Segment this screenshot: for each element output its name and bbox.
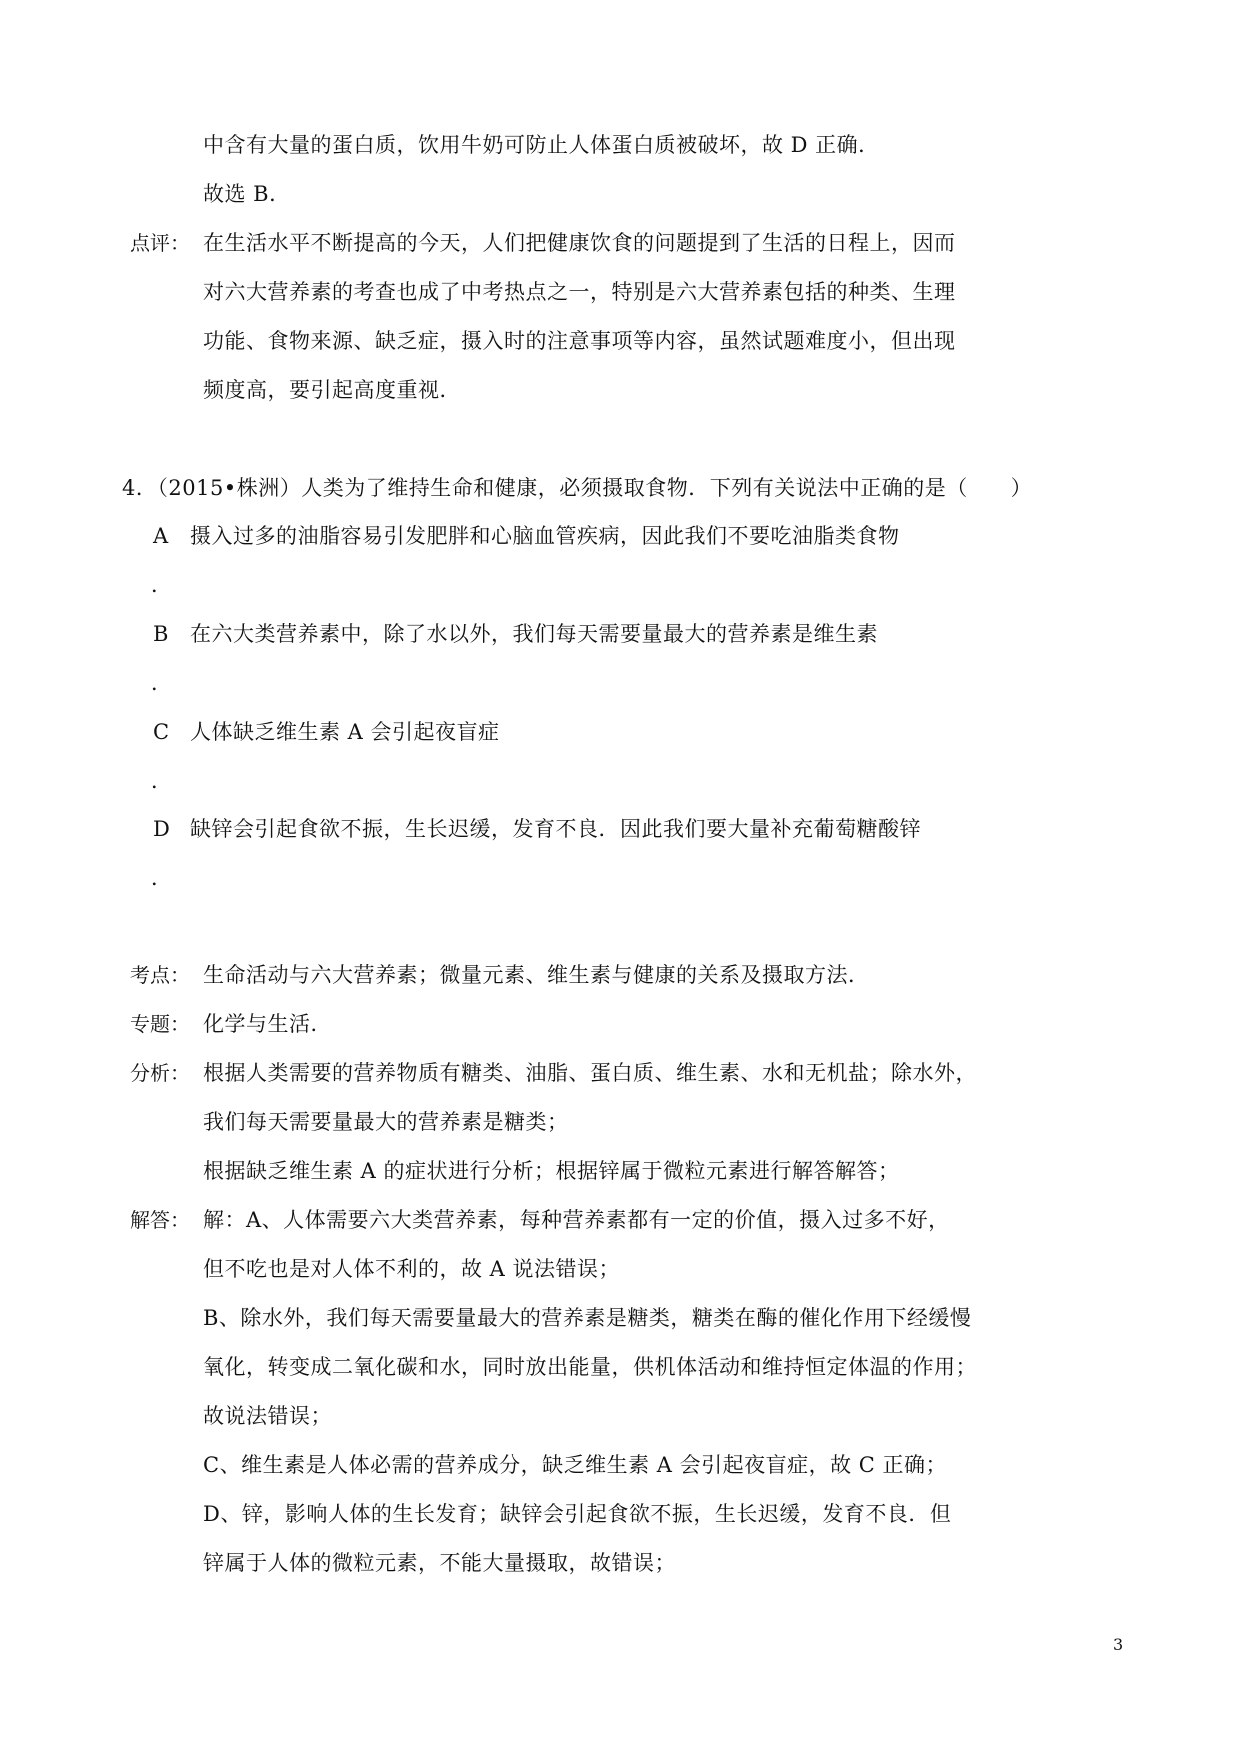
prev-solution-line-1: 中含有大量的蛋白质，饮用牛奶可防止人体蛋白质被破坏，故 D 正确． [203, 133, 880, 157]
fenxi-line-2: 我们每天需要量最大的营养素是糖类； [203, 1110, 569, 1134]
jieda-line-4: 氧化，转变成二氧化碳和水，同时放出能量，供机体活动和维持恒定体温的作用； [203, 1355, 977, 1379]
fenxi-line-1: 根据人类需要的营养物质有糖类、油脂、蛋白质、维生素、水和无机盐；除水外， [203, 1061, 977, 1085]
option-a-text: 摄入过多的油脂容易引发肥胖和心脑血管疾病，因此我们不要吃油脂类食物 [190, 524, 900, 548]
zhuanti-text: 化学与生活． [203, 1012, 332, 1036]
jieda-label: 解答： [130, 1208, 190, 1232]
option-c-letter: C [153, 720, 170, 744]
fenxi-label: 分析： [130, 1061, 190, 1085]
kaodian-text: 生命活动与六大营养素；微量元素、维生素与健康的关系及摄取方法． [203, 963, 870, 987]
option-c-text: 人体缺乏维生素 A 会引起夜盲症 [190, 720, 500, 744]
jieda-line-7: D、锌，影响人体的生长发育；缺锌会引起食欲不振，生长迟缓，发育不良．但 [203, 1502, 952, 1526]
option-d-text: 缺锌会引起食欲不振，生长迟缓，发育不良．因此我们要大量补充葡萄糖酸锌 [190, 817, 921, 841]
jieda-line-3: B、除水外，我们每天需要量最大的营养素是糖类，糖类在酶的催化作用下经缓慢 [203, 1306, 972, 1330]
prev-solution-line-2: 故选 B． [203, 182, 291, 206]
zhuanti-label: 专题： [130, 1012, 190, 1036]
kaodian-label: 考点： [130, 963, 190, 987]
option-c-dot: ． [151, 769, 173, 793]
comment-label: 点评： [130, 231, 190, 255]
comment-line-3: 功能、食物来源、缺乏症，摄入时的注意事项等内容，虽然试题难度小，但出现 [203, 329, 956, 353]
option-b-text: 在六大类营养素中，除了水以外，我们每天需要量最大的营养素是维生素 [190, 622, 878, 646]
jieda-line-1: 解：A、人体需要六大类营养素，每种营养素都有一定的价值，摄入过多不好， [203, 1208, 950, 1232]
option-a-dot: ． [151, 573, 173, 597]
jieda-line-6: C、维生素是人体必需的营养成分，缺乏维生素 A 会引起夜盲症，故 C 正确； [203, 1453, 947, 1477]
page-number: 3 [1113, 1635, 1124, 1654]
option-a-letter: A [153, 524, 169, 548]
comment-line-4: 频度高，要引起高度重视． [203, 378, 461, 402]
option-b-letter: B [153, 622, 169, 646]
comment-line-2: 对六大营养素的考查也成了中考热点之一，特别是六大营养素包括的种类、生理 [203, 280, 956, 304]
jieda-line-5: 故说法错误； [203, 1404, 332, 1428]
jieda-line-8: 锌属于人体的微粒元素，不能大量摄取，故错误； [203, 1551, 676, 1575]
option-b-dot: ． [151, 671, 173, 695]
fenxi-line-3: 根据缺乏维生素 A 的症状进行分析；根据锌属于微粒元素进行解答解答； [203, 1159, 900, 1183]
question-stem: 4．（2015•株洲）人类为了维持生命和健康，必须摄取食物．下列有关说法中正确的是（ ） [122, 476, 1033, 500]
option-d-dot: ． [151, 866, 173, 890]
option-d-letter: D [153, 817, 171, 841]
comment-line-1: 在生活水平不断提高的今天，人们把健康饮食的问题提到了生活的日程上，因而 [203, 231, 956, 255]
jieda-line-2: 但不吃也是对人体不利的，故 A 说法错误； [203, 1257, 621, 1281]
